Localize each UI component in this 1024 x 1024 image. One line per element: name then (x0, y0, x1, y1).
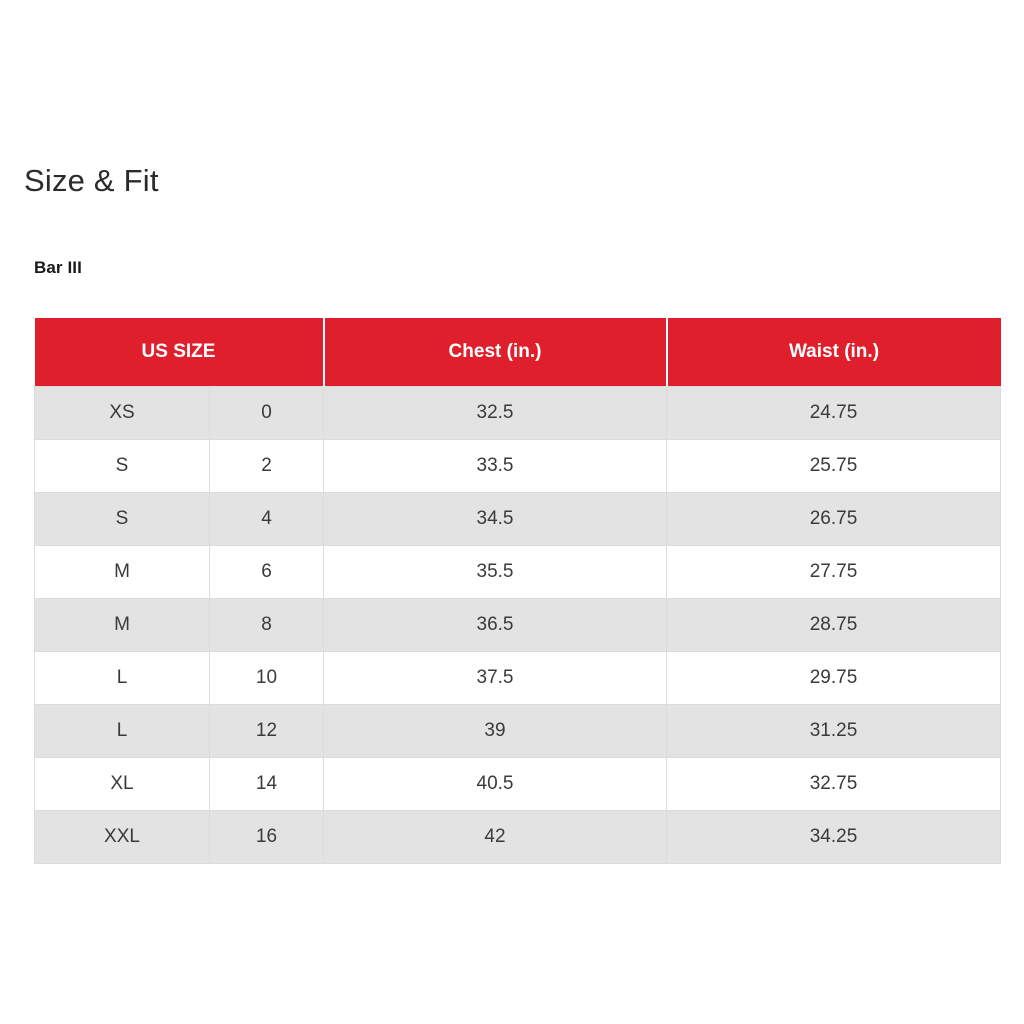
size-chart-container (34, 318, 1000, 864)
cell-number: 12 (210, 705, 324, 758)
cell-waist: 26.75 (667, 493, 1001, 546)
cell-waist: 28.75 (667, 599, 1001, 652)
cell-size: L (35, 705, 210, 758)
table-row (35, 546, 1001, 599)
table-row (35, 758, 1001, 811)
table-row (35, 440, 1001, 493)
cell-size: M (35, 599, 210, 652)
cell-number: 4 (210, 493, 324, 546)
cell-chest: 37.5 (324, 652, 667, 705)
column-header-waist: Waist (in.) (667, 318, 1001, 387)
cell-waist: 32.75 (667, 758, 1001, 811)
cell-number: 8 (210, 599, 324, 652)
cell-size: XXL (35, 811, 210, 864)
column-header-chest: Chest (in.) (324, 318, 667, 387)
cell-number: 0 (210, 387, 324, 440)
cell-chest: 34.5 (324, 493, 667, 546)
cell-number: 10 (210, 652, 324, 705)
cell-chest: 33.5 (324, 440, 667, 493)
cell-chest: 39 (324, 705, 667, 758)
cell-chest: 36.5 (324, 599, 667, 652)
brand-label: Bar III (34, 258, 82, 277)
page-title: Size & Fit (24, 162, 159, 198)
cell-size: S (35, 440, 210, 493)
cell-number: 2 (210, 440, 324, 493)
cell-size: S (35, 493, 210, 546)
cell-waist: 27.75 (667, 546, 1001, 599)
cell-number: 16 (210, 811, 324, 864)
table-row (35, 599, 1001, 652)
table-row (35, 652, 1001, 705)
cell-waist: 34.25 (667, 811, 1001, 864)
cell-waist: 24.75 (667, 387, 1001, 440)
cell-number: 14 (210, 758, 324, 811)
table-body (35, 387, 1001, 864)
cell-waist: 29.75 (667, 652, 1001, 705)
cell-number: 6 (210, 546, 324, 599)
table-row (35, 387, 1001, 440)
cell-chest: 40.5 (324, 758, 667, 811)
table-header (35, 318, 1001, 387)
cell-waist: 25.75 (667, 440, 1001, 493)
size-chart-table (34, 318, 1001, 864)
table-row (35, 493, 1001, 546)
cell-size: XL (35, 758, 210, 811)
cell-chest: 32.5 (324, 387, 667, 440)
table-row (35, 705, 1001, 758)
table-header-row (35, 318, 1001, 387)
cell-size: M (35, 546, 210, 599)
cell-chest: 42 (324, 811, 667, 864)
cell-size: XS (35, 387, 210, 440)
cell-chest: 35.5 (324, 546, 667, 599)
table-row (35, 811, 1001, 864)
cell-size: L (35, 652, 210, 705)
column-header-us-size: US SIZE (35, 318, 324, 387)
cell-waist: 31.25 (667, 705, 1001, 758)
